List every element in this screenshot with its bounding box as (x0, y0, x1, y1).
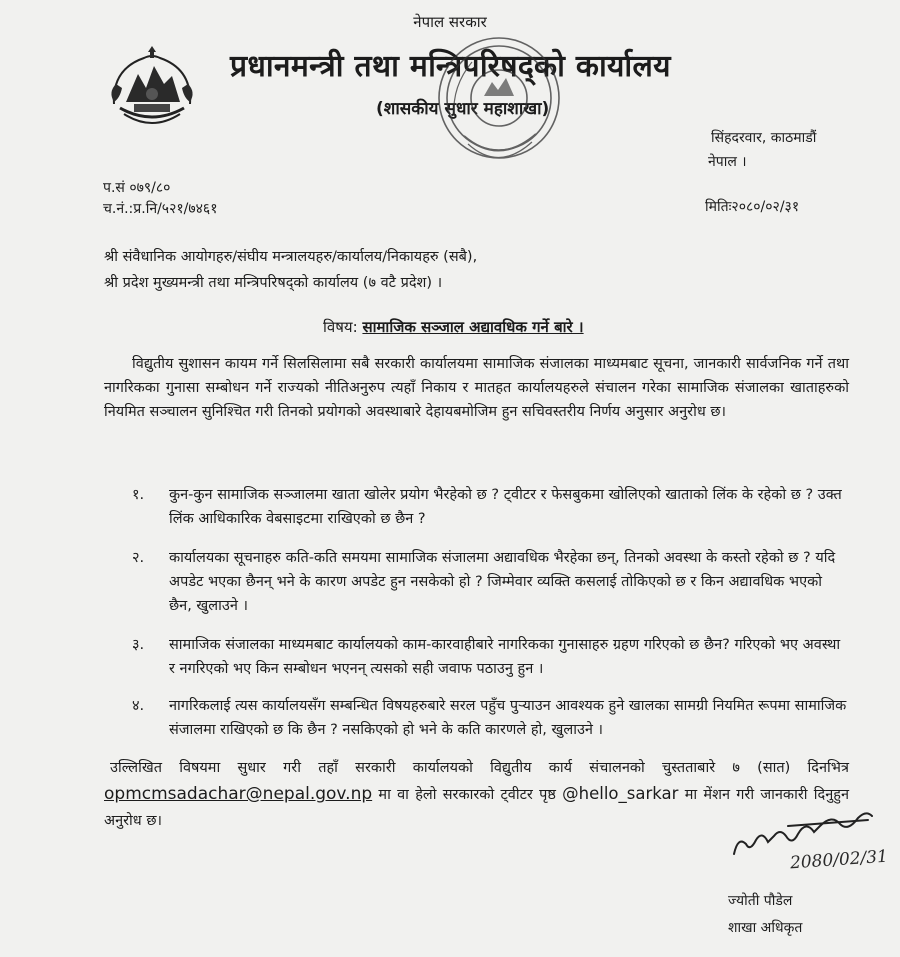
item-text: कार्यालयका सूचनाहरु कति-कति समयमा सामाजिक संजालमा अद्यावधिक भैरहेका छन्, तिनको अवस्था के कस्तो रहेको छ ? यदि अपडेट भएका छैनन् भने के कारण अपडेट हुन नसकेको हो ? जिम्मेवार व्यक्ति कसलाई तोकिएको छ र किन अद्यावधिक भएको छैन, खुलाउने । (169, 550, 836, 614)
office-country: नेपाल । (708, 154, 747, 170)
dispatch-number: च.नं.:प्र.नि/५२१/७४६१ (103, 201, 218, 217)
office-address: सिंहदरवार, काठमाडौं (711, 130, 817, 146)
list-item (104, 546, 849, 618)
list-item (104, 483, 849, 531)
body-paragraph: विद्युतीय सुशासन कायम गर्ने सिलसिलामा सबै सरकारी कार्यालयमा सामाजिक संजालका माध्यमबाट सूचना, जानकारी सार्वजनिक गर्ने तथा नागरिकका गुनासा सम्बोधन गर्ने राज्यको नीतिअनुरुप त्यहाँ निकाय र मातहत कार्यालयहरुले संचालन गरेका सामाजिक संजालका खाताहरुको नियमित सञ्चालन सुनिश्चित गरी तिनको प्रयोगको अवस्थाबारे देहायबमोजिम हुन सचिवस्तरीय निर्णय अनुसार अनुरोध छ। (104, 356, 849, 420)
signer-name: ज्योती पौडेल (728, 893, 793, 909)
item-text: सामाजिक संजालका माध्यमबाट कार्यालयको काम-कारवाहीबारे नागरिकका गुनासाहरु ग्रहण गरिएको छ छैन? गरिएको भए अवस्था र नगरिएको भए किन सम्बोधन भएनन् त्यसको सही जवाफ पठाउनु हुन । (169, 637, 841, 677)
recipient-line: श्री प्रदेश मुख्यमन्त्री तथा मन्त्रिपरिषद्को कार्यालय (७ वटै प्रदेश) । (104, 275, 443, 291)
list-item (104, 694, 849, 742)
nepal-emblem-icon (104, 44, 200, 134)
closing-text: मा वा हेलो सरकारको ट्वीटर पृष्ठ (378, 787, 556, 803)
letter-date: मितिः२०८०/०२/३१ (705, 199, 800, 215)
section-name: (शासकीय सुधार महाशाखा) (376, 99, 550, 119)
closing-text: उल्लिखित विषयमा सुधार गरी तहाँ सरकारी कार्यालयको विद्युतीय कार्य संचालनको चुस्तताबारे ७ (सात) दिनभित्र (110, 760, 849, 776)
subject-text: सामाजिक सञ्जाल अद्यावधिक गर्ने बारे । (362, 318, 584, 336)
office-title: प्रधानमन्त्री तथा मन्त्रिपरिषद्को कार्यालय (230, 49, 671, 84)
item-text: कुन-कुन सामाजिक सञ्जालमा खाता खोलेर प्रयोग भैरहेको छ ? ट्वीटर र फेसबुकमा खोलिएको खाताको लिंक के रहेको छ ? उक्त लिंक आधिकारिक वेबसाइटमा राखिएको छ छैन ? (169, 487, 842, 527)
item-number: २. (132, 550, 145, 566)
office-seal-stamp (424, 26, 574, 176)
signer-title: शाखा अधिकृत (728, 920, 803, 936)
item-number: ३. (132, 637, 145, 653)
handwritten-date: 2080/02/31 (789, 846, 889, 874)
item-number: १. (132, 487, 145, 503)
reference-number: प.सं ०७९/८० (103, 180, 171, 196)
list-item (104, 633, 849, 681)
twitter-handle[interactable]: @hello_sarkar (562, 784, 679, 803)
item-number: ४. (132, 698, 145, 714)
recipient-line: श्री संवैधानिक आयोगहरु/संघीय मन्त्रालयहरु/कार्यालय/निकायहरु (सबै), (104, 249, 478, 265)
subject-label: विषय: (323, 318, 358, 336)
closing-text: मा मेंशन गरी जानकारी दिनुहुन अनुरोध छ। (104, 787, 850, 829)
email-link[interactable]: opmcmsadachar@nepal.gov.np (104, 784, 373, 804)
subject-line (323, 317, 584, 337)
government-name: नेपाल सरकार (413, 13, 487, 31)
item-text: नागरिकलाई त्यस कार्यालयसँग सम्बन्धित विषयहरुबारे सरल पहुँच पुऱ्याउन आवश्यक हुने खालका सामग्री नियमित रूपमा सामाजिक संजालमा राखिएको छ कि छैन ? नसकिएको हो भने के कति कारणले हो, खुलाउने । (169, 698, 847, 738)
